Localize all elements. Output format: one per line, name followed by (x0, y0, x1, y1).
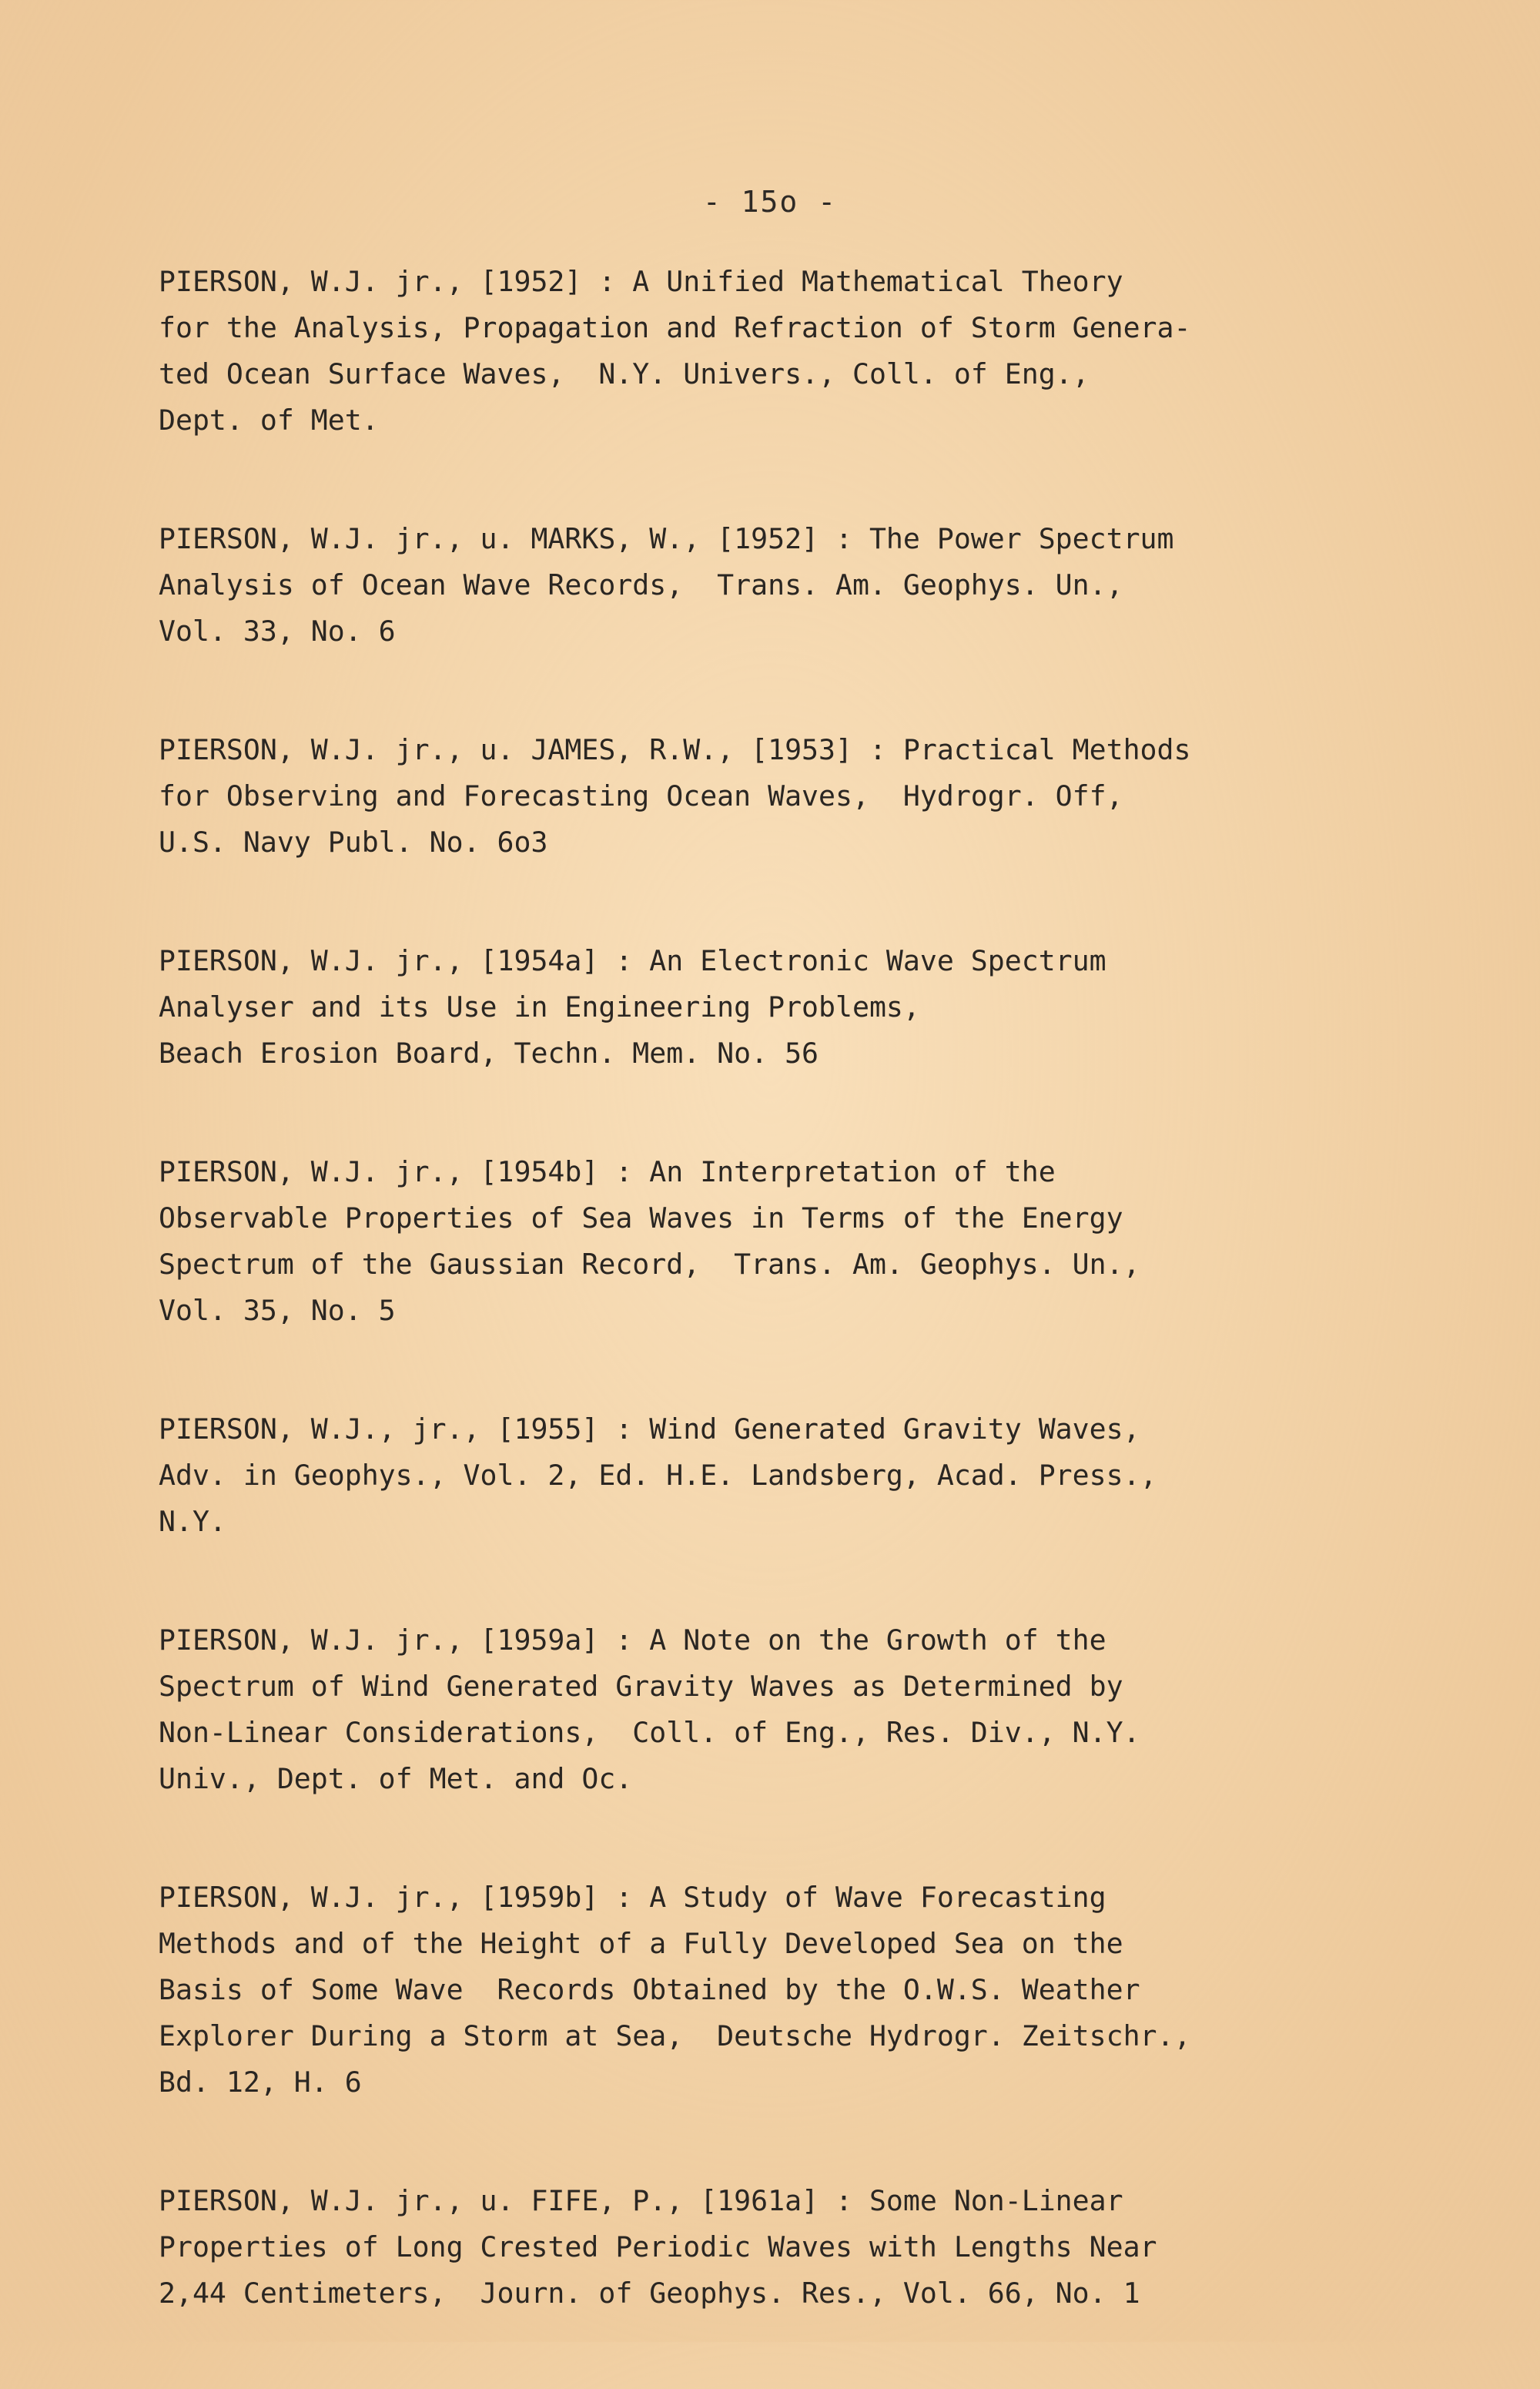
entry-line (159, 1499, 1468, 1545)
entry-line (159, 2059, 1468, 2106)
entry-line-text: ted Ocean Surface Waves, N.Y. Univers., Coll. of Eng., (159, 357, 1090, 390)
entry-line-text: Univ., Dept. of Met. and Oc. (159, 1762, 633, 1795)
entry-line (159, 1921, 1468, 1967)
bibliography-entry (159, 2178, 1468, 2317)
bibliography-entry (159, 259, 1468, 444)
entry-line (159, 727, 1468, 773)
bibliography-list (159, 259, 1468, 2389)
entry-line-text: PIERSON, W.J. jr., [1952] : A Unified Mathematical Theory (159, 265, 1123, 298)
entry-line (159, 1452, 1468, 1499)
entry-line (159, 1875, 1468, 1921)
entry-line-text: 2,44 Centimeters, Journ. of Geophys. Res., Vol. 66, No. 1 (159, 2277, 1140, 2310)
entry-line (159, 351, 1468, 397)
entry-line (159, 1617, 1468, 1664)
entry-line-text: Basis of Some Wave Records Obtained by the O.W.S. Weather (159, 1973, 1140, 2006)
bibliography-entry (159, 938, 1468, 1077)
entry-line (159, 1149, 1468, 1195)
entry-line-text: PIERSON, W.J. jr., u. MARKS, W., [1952] : The Power Spectrum (159, 522, 1174, 555)
entry-line (159, 938, 1468, 984)
entry-line (159, 1756, 1468, 1802)
bibliography-entry (159, 727, 1468, 866)
entry-line (159, 1967, 1468, 2013)
entry-line-text: Analysis of Ocean Wave Records, Trans. Am. Geophys. Un., (159, 568, 1123, 601)
entry-line (159, 984, 1468, 1030)
entry-line-text: Analyser and its Use in Engineering Problems, (159, 990, 920, 1024)
entry-line (159, 1241, 1468, 1288)
entry-line-text: PIERSON, W.J. jr., u. FIFE, P., [1961a] : Some Non-Linear (159, 2184, 1123, 2217)
entry-line-text: PIERSON, W.J., jr., [1955] : Wind Generated Gravity Waves, (159, 1412, 1140, 1446)
entry-line-text: Spectrum of the Gaussian Record, Trans. Am. Geophys. Un., (159, 1248, 1140, 1281)
entry-line-text: Observable Properties of Sea Waves in Terms of the Energy (159, 1201, 1123, 1235)
entry-line (159, 2270, 1468, 2317)
entry-line (159, 1030, 1468, 1077)
entry-line (159, 2224, 1468, 2270)
bibliography-entry (159, 1617, 1468, 1802)
entry-line-text: Spectrum of Wind Generated Gravity Waves as Determined by (159, 1670, 1123, 1703)
entry-line-text: PIERSON, W.J. jr., [1959b] : A Study of Wave Forecasting (159, 1881, 1106, 1914)
entry-line-text: Explorer During a Storm at Sea, Deutsche Hydrogr. Zeitschr., (159, 2019, 1191, 2052)
bibliography-entry (159, 1875, 1468, 2106)
entry-line-text: Vol. 35, No. 5 (159, 1294, 396, 1327)
bibliography-entry (159, 1406, 1468, 1545)
bibliography-entry (159, 1149, 1468, 1334)
entry-line-text: N.Y. (159, 1505, 226, 1538)
entry-line (159, 2178, 1468, 2224)
entry-line (159, 305, 1468, 351)
entry-line-text: for Observing and Forecasting Ocean Waves, Hydrogr. Off, (159, 779, 1123, 813)
entry-line-text: PIERSON, W.J. jr., [1954a] : An Electronic Wave Spectrum (159, 944, 1106, 977)
entry-line-text: Non-Linear Considerations, Coll. of Eng., Res. Div., N.Y. (159, 1716, 1140, 1749)
entry-line-text: Adv. in Geophys., Vol. 2, Ed. H.E. Landsberg, Acad. Press., (159, 1459, 1157, 1492)
entry-line-text: PIERSON, W.J. jr., u. JAMES, R.W., [1953] : Practical Methods (159, 733, 1191, 766)
entry-line-text: U.S. Navy Publ. No. 6o3 (159, 826, 548, 859)
entry-line (159, 562, 1468, 608)
entry-line (159, 397, 1468, 444)
entry-line (159, 259, 1468, 305)
entry-line (159, 608, 1468, 655)
entry-line (159, 2013, 1468, 2059)
entry-line (159, 1664, 1468, 1710)
bibliography-entry (159, 516, 1468, 655)
entry-line (159, 516, 1468, 562)
entry-line-text: Dept. of Met. (159, 404, 379, 437)
entry-line-text: PIERSON, W.J. jr., [1954b] : An Interpretation of the (159, 1155, 1056, 1188)
entry-line (159, 773, 1468, 819)
entry-line-text: Bd. 12, H. 6 (159, 2066, 362, 2099)
entry-line-text: Vol. 33, No. 6 (159, 615, 396, 648)
entry-line-text: Beach Erosion Board, Techn. Mem. No. 56 (159, 1037, 819, 1070)
page-number: - 15o - (702, 185, 838, 219)
entry-line-text: for the Analysis, Propagation and Refraction of Storm Genera- (159, 311, 1191, 344)
entry-line-text: Properties of Long Crested Periodic Waves with Lengths Near (159, 2230, 1157, 2263)
entry-line (159, 1195, 1468, 1241)
entry-line (159, 1406, 1468, 1452)
entry-line-text: Methods and of the Height of a Fully Developed Sea on the (159, 1927, 1123, 1960)
entry-line (159, 1710, 1468, 1756)
entry-line (159, 1288, 1468, 1334)
entry-line (159, 819, 1468, 866)
entry-line-text: PIERSON, W.J. jr., [1959a] : A Note on the Growth of the (159, 1623, 1106, 1657)
